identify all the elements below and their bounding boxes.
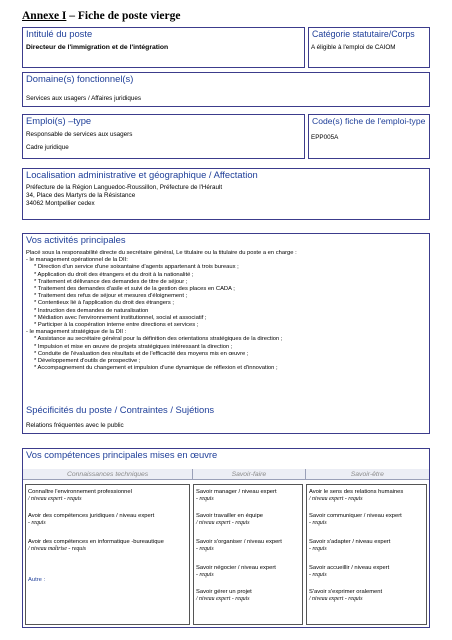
savoir-etre-name: Savoir communiquer / niveau expert [309, 513, 402, 519]
annex-title: – Fiche de poste vierge [69, 10, 181, 22]
savoir-etre-name: Savoir s'adapter / niveau expert [309, 539, 391, 545]
connaissance-level: / niveau maîtrise - requis [28, 546, 87, 553]
savoir-faire-level: - requis [196, 546, 214, 553]
savoir-etre-item [309, 565, 426, 579]
activite-line: - le management stratégique de la DII : [26, 329, 127, 336]
savoir-faire-name: Savoir manager / niveau expert [196, 489, 277, 495]
savoir-faire-column [193, 484, 303, 625]
poste-value: Directeur de l'immigration et de l'intégration [26, 44, 169, 51]
activites-box [22, 233, 430, 434]
activite-line: * Assistance au secrétaire général pour la définition des orientations stratégiques de la direction ; [34, 336, 283, 343]
domaines-label: Domaine(s) fonctionnel(s) [26, 73, 134, 84]
competences-label: Vos compétences principales mises en œuvre [26, 449, 218, 460]
localisation-line-3: 34062 Montpellier cedex [26, 200, 95, 207]
savoir-etre-level: / niveau expert - requis [309, 596, 363, 603]
savoir-faire-name: Savoir négocier / niveau expert [196, 565, 276, 571]
activite-line: * Traitement des demandes d'asile et suivi de la gestion des places en CADA ; [34, 286, 235, 293]
connaissance-level: - requis [28, 520, 46, 527]
savoir-etre-item [309, 513, 426, 527]
activite-line: * Direction d'un service d'une soixantaine d'agents appartenant à trois bureaux ; [34, 264, 239, 271]
code-label: Code(s) fiche de l'emploi-type [312, 116, 426, 126]
savoir-etre-item [309, 539, 426, 553]
code-box [308, 114, 430, 159]
poste-label: Intitulé du poste [26, 28, 93, 39]
categorie-value: A éligible à l'emploi de CAIOM [311, 44, 396, 51]
competences-header-row [23, 469, 429, 480]
activite-line: * Application du droit des étrangers et du droit à la nationalité ; [34, 271, 194, 278]
connaissance-item [28, 513, 188, 527]
poste-box [22, 27, 305, 68]
savoir-etre-name: S'avoir s'exprimer oralement [309, 589, 383, 595]
activite-line: * Développement d'outils de prospective ; [34, 358, 141, 365]
connaissance-item [28, 539, 188, 553]
header-savoir-etre: Savoir-être [305, 469, 429, 480]
localisation-box [22, 168, 430, 220]
savoir-etre-level: / niveau expert - requis [309, 496, 363, 503]
savoir-etre-column [306, 484, 427, 625]
connaissances-column [25, 484, 190, 625]
specificites-label: Spécificités du poste / Contraintes / Sujétions [26, 404, 215, 415]
savoir-faire-level: - requis [196, 496, 214, 503]
activite-line: * Médiation avec l'environnement institutionnel, social et associatif ; [34, 314, 207, 321]
savoir-faire-name: Savoir gérer un projet [196, 589, 252, 595]
savoir-etre-level: - requis [309, 572, 327, 579]
activite-line: * Traitement et délivrance des demandes de titre de séjour ; [34, 278, 188, 285]
localisation-label: Localisation administrative et géographique / Affectation [26, 169, 258, 180]
savoir-faire-item [196, 513, 302, 527]
emplois-label: Emploi(s) –type [26, 115, 92, 126]
savoir-faire-item [196, 589, 302, 603]
savoir-faire-name: Savoir travailler en équipe [196, 513, 264, 519]
emploi-1: Responsable de services aux usagers [26, 131, 133, 138]
categorie-label: Catégorie statutaire/Corps [312, 29, 415, 39]
localisation-line-1: Préfecture de la Région Languedoc-Roussillon, Préfecture de l'Hérault [26, 184, 223, 191]
emploi-2: Cadre juridique [26, 144, 69, 151]
savoir-faire-level: - requis [196, 572, 214, 579]
savoir-faire-item [196, 539, 302, 553]
savoir-faire-level: / niveau expert - requis [196, 596, 250, 603]
header-connaissances: Connaissances techniques [23, 469, 192, 480]
savoir-faire-name: Savoir s'organiser / niveau expert [196, 539, 282, 545]
activite-line: * Conduite de l'évaluation des résultats et de l'efficacité des moyens mis en œuvre ; [34, 350, 249, 357]
categorie-box [308, 27, 430, 68]
savoir-etre-item [309, 489, 426, 503]
domaines-box [22, 72, 430, 107]
header-savoir-faire: Savoir-faire [192, 469, 304, 480]
page-title [22, 9, 180, 23]
savoir-faire-level: / niveau expert - requis [196, 520, 250, 527]
activite-line: * Instruction des demandes de naturalisation [34, 307, 149, 314]
localisation-line-2: 34, Place des Martyrs de la Résistance [26, 192, 136, 199]
connaissance-item [28, 489, 188, 503]
connaissance-name: Avoir des compétences juridiques / niveau expert [28, 513, 155, 519]
savoir-etre-item [309, 589, 426, 603]
activite-line: - le management opérationnel de la DII: [26, 257, 128, 264]
activites-label: Vos activités principales [26, 234, 126, 245]
savoir-etre-name: Savoir accueillir / niveau expert [309, 565, 390, 571]
connaissance-level: / niveau expert - requis [28, 496, 82, 503]
savoir-faire-item [196, 565, 302, 579]
autre-label: Autre : [28, 577, 46, 583]
activite-line: * Contentieux lié à l'application du droit des étrangers ; [34, 300, 174, 307]
savoir-etre-level: - requis [309, 546, 327, 553]
connaissance-name: Avoir des compétences en informatique -bureautique [28, 539, 164, 545]
activite-line: Placé sous la responsabilité directe du secrétaire général, Le titulaire ou la titulaire du poste a en charge : [26, 250, 297, 256]
activite-line: * Participer à la coopération interne entre directions et services ; [34, 322, 199, 329]
savoir-etre-level: - requis [309, 520, 327, 527]
connaissance-name: Connaître l'environnement professionnel [28, 489, 132, 495]
emplois-box [22, 114, 305, 159]
savoir-etre-name: Avoir le sens des relations humaines [309, 489, 404, 495]
activite-line: * Impulsion et mise en œuvre de projets stratégiques intéressant la direction ; [34, 343, 233, 350]
domaines-value: Services aux usagers / Affaires juridiques [26, 95, 142, 102]
activite-line: * Accompagnement du changement et impulsion d'une dynamique de réflexion et d'innovation ; [34, 365, 278, 372]
savoir-faire-item [196, 489, 302, 503]
competences-box [22, 448, 430, 628]
activites-list [26, 250, 428, 372]
annex-label: Annexe I [22, 10, 67, 22]
code-value: EPP005A [311, 134, 339, 141]
activite-line: * Traitement des refus de séjour et mesures d'éloignement ; [34, 293, 188, 300]
specificites-value: Relations fréquentes avec le public [26, 422, 124, 429]
